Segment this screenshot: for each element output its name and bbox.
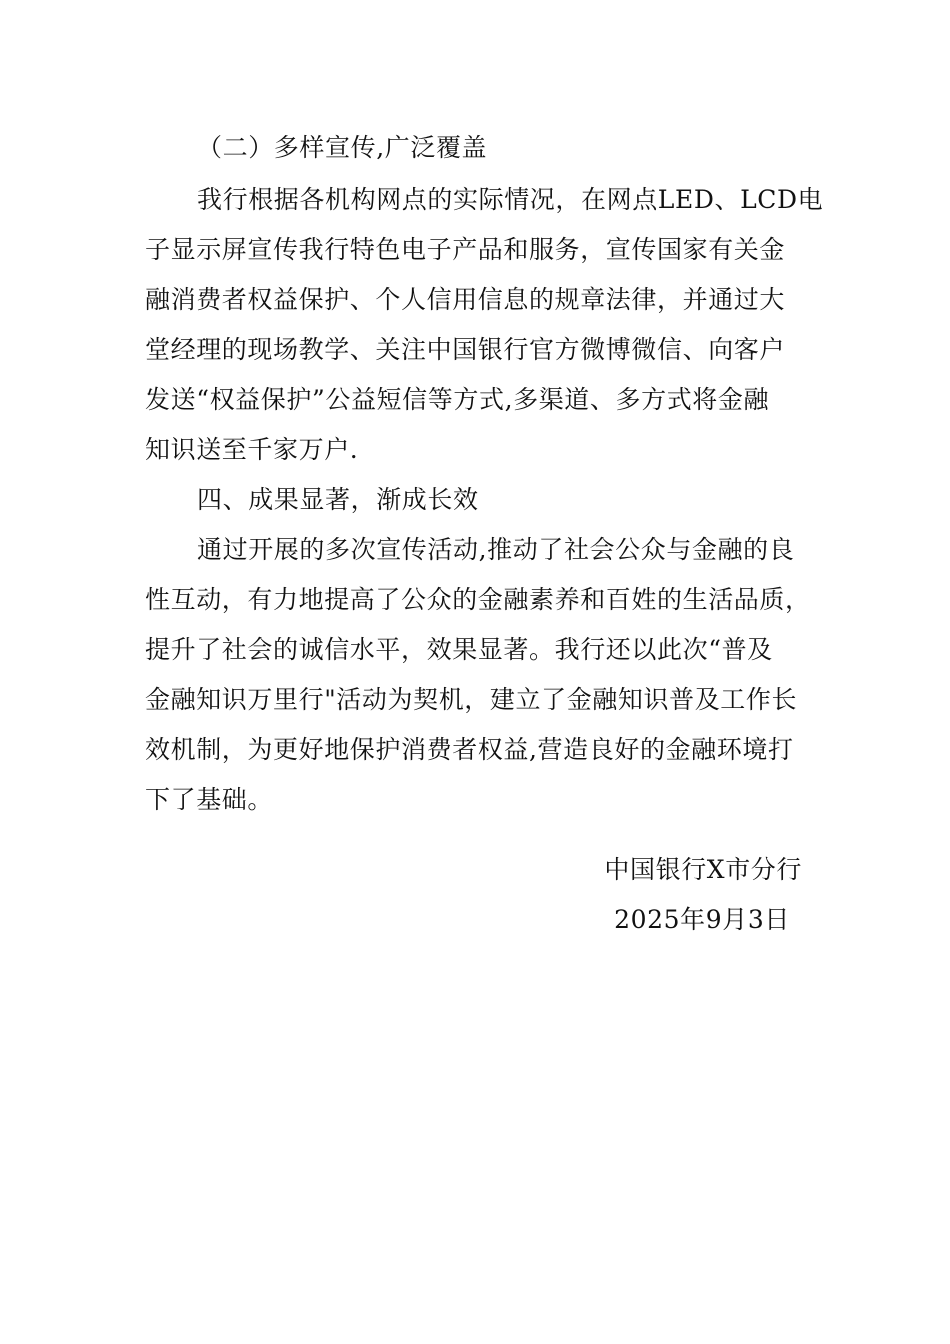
paragraph-line: 子显示屏宣传我行特色电子产品和服务，宣传国家有关金	[145, 235, 786, 264]
section-heading: （二）多样宣传,广泛覆盖	[197, 133, 488, 162]
paragraph-line: 知识送至千家万户.	[145, 435, 359, 464]
paragraph-line: 下了基础。	[145, 785, 274, 814]
signature-organization: 中国银行X市分行	[604, 855, 802, 884]
section-heading: 四、成果显著，渐成长效	[197, 485, 479, 514]
paragraph-line: 效机制，为更好地保护消费者权益,营造良好的金融环境打	[145, 735, 794, 764]
paragraph-line: 金融知识万里行"活动为契机，建立了金融知识普及工作长	[145, 685, 798, 714]
paragraph-line: 提升了社会的诚信水平，效果显著。我行还以此次“普及	[145, 635, 773, 664]
paragraph-line: 通过开展的多次宣传活动,推动了社会公众与金融的良	[197, 535, 795, 564]
signature-date: 2025年9月3日	[614, 905, 790, 934]
paragraph-line: 性互动，有力地提高了公众的金融素养和百姓的生活品质，	[145, 585, 811, 614]
paragraph-line: 发送“权益保护”公益短信等方式,多渠道、多方式将金融	[145, 385, 770, 414]
paragraph-line: 我行根据各机构网点的实际情况，在网点LED、LCD电	[197, 185, 824, 214]
paragraph-line: 融消费者权益保护、个人信用信息的规章法律，并通过大	[145, 285, 786, 314]
paragraph-line: 堂经理的现场教学、关注中国银行官方微博微信、向客户	[145, 335, 786, 364]
